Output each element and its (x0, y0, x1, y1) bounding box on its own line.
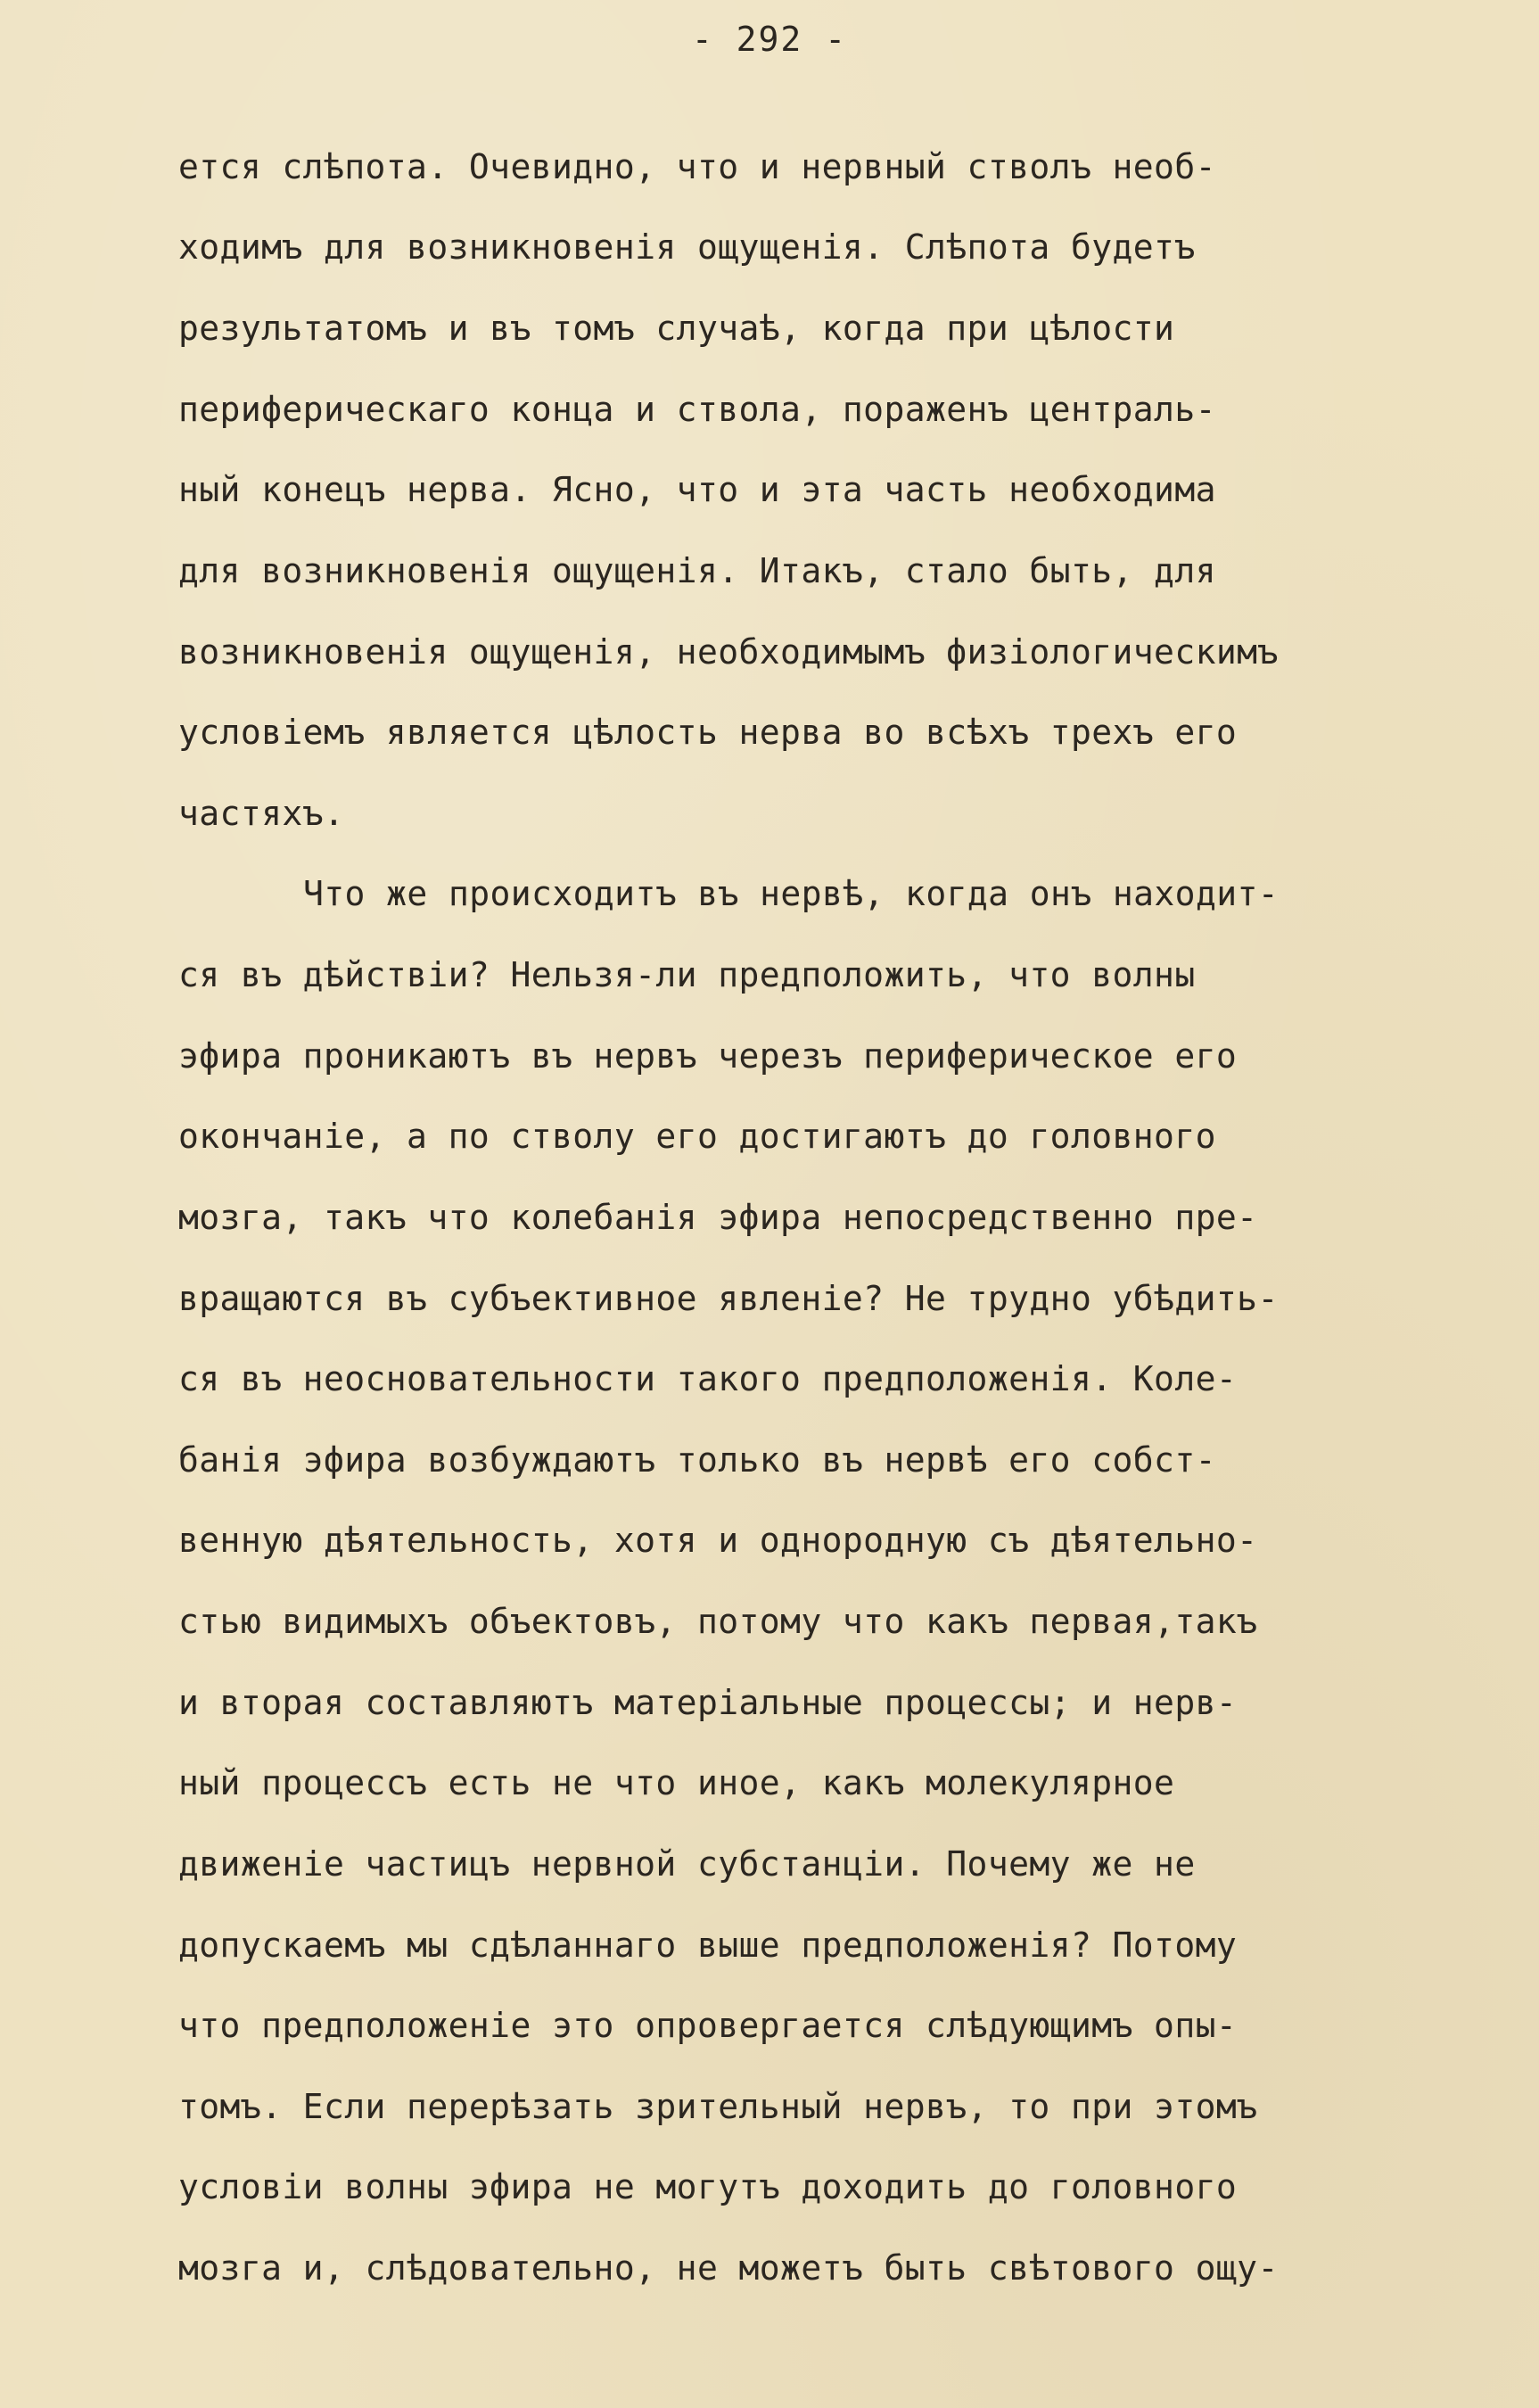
text-line: окончаніе, а по стволу его достигаютъ до головного (178, 1117, 1216, 1156)
text-line: результатомъ и въ томъ случаѣ, когда при цѣлости (178, 309, 1175, 348)
text-line: условіемъ является цѣлость нерва во всѣхъ трехъ его (178, 713, 1238, 752)
text-line: ся въ дѣйствіи? Нельзя-ли предположить, что волны (178, 955, 1196, 994)
text-line: ется слѣпота. Очевидно, что и нервный стволъ необ- (178, 147, 1216, 186)
text-line: ходимъ для возникновенія ощущенія. Слѣпота будетъ (178, 227, 1196, 267)
text-line: мозга, такъ что колебанія эфира непосредственно пре- (178, 1198, 1258, 1237)
text-line: что предположеніе это опровергается слѣдующимъ опы- (178, 2006, 1238, 2045)
text-line: периферическаго конца и ствола, пораженъ централь- (178, 390, 1216, 429)
text-line: эфира проникаютъ въ нервъ черезъ периферическое его (178, 1036, 1238, 1076)
text-line: стью видимыхъ объектовъ, потому что какъ первая,такъ (178, 1602, 1258, 1641)
page-number: - 292 - (691, 20, 848, 59)
text-line: Что же происходитъ въ нервѣ, когда онъ находит- (303, 874, 1280, 913)
text-line: вращаются въ субъективное явленіе? Не трудно убѣдить- (178, 1279, 1279, 1318)
text-line: ный процессъ есть не что иное, какъ молекулярное (178, 1763, 1175, 1802)
text-line: условіи волны эфира не могутъ доходить до головного (178, 2167, 1238, 2206)
text-line: частяхъ. (178, 794, 345, 833)
text-line: ный конецъ нерва. Ясно, что и эта часть необходима (178, 470, 1216, 509)
text-line: томъ. Если перерѣзать зрительный нервъ, то при этомъ (178, 2087, 1258, 2126)
text-line: движеніе частицъ нервной субстанціи. Почему же не (178, 1844, 1196, 1884)
text-line: ся въ неосновательности такого предположенія. Коле- (178, 1359, 1238, 1398)
text-line: банія эфира возбуждаютъ только въ нервѣ его собст- (178, 1440, 1216, 1480)
text-line: и вторая составляютъ матеріальные процессы; и нерв- (178, 1683, 1238, 1722)
text-line: мозга и, слѣдовательно, не можетъ быть свѣтового ощу- (178, 2248, 1279, 2288)
text-line: венную дѣятельность, хотя и однородную съ дѣятельно- (178, 1521, 1258, 1560)
text-line: возникновенія ощущенія, необходимымъ физіологическимъ (178, 632, 1279, 672)
text-line: для возникновенія ощущенія. Итакъ, стало быть, для (178, 551, 1216, 590)
text-line: допускаемъ мы сдѣланнаго выше предположенія? Потому (178, 1926, 1238, 1965)
